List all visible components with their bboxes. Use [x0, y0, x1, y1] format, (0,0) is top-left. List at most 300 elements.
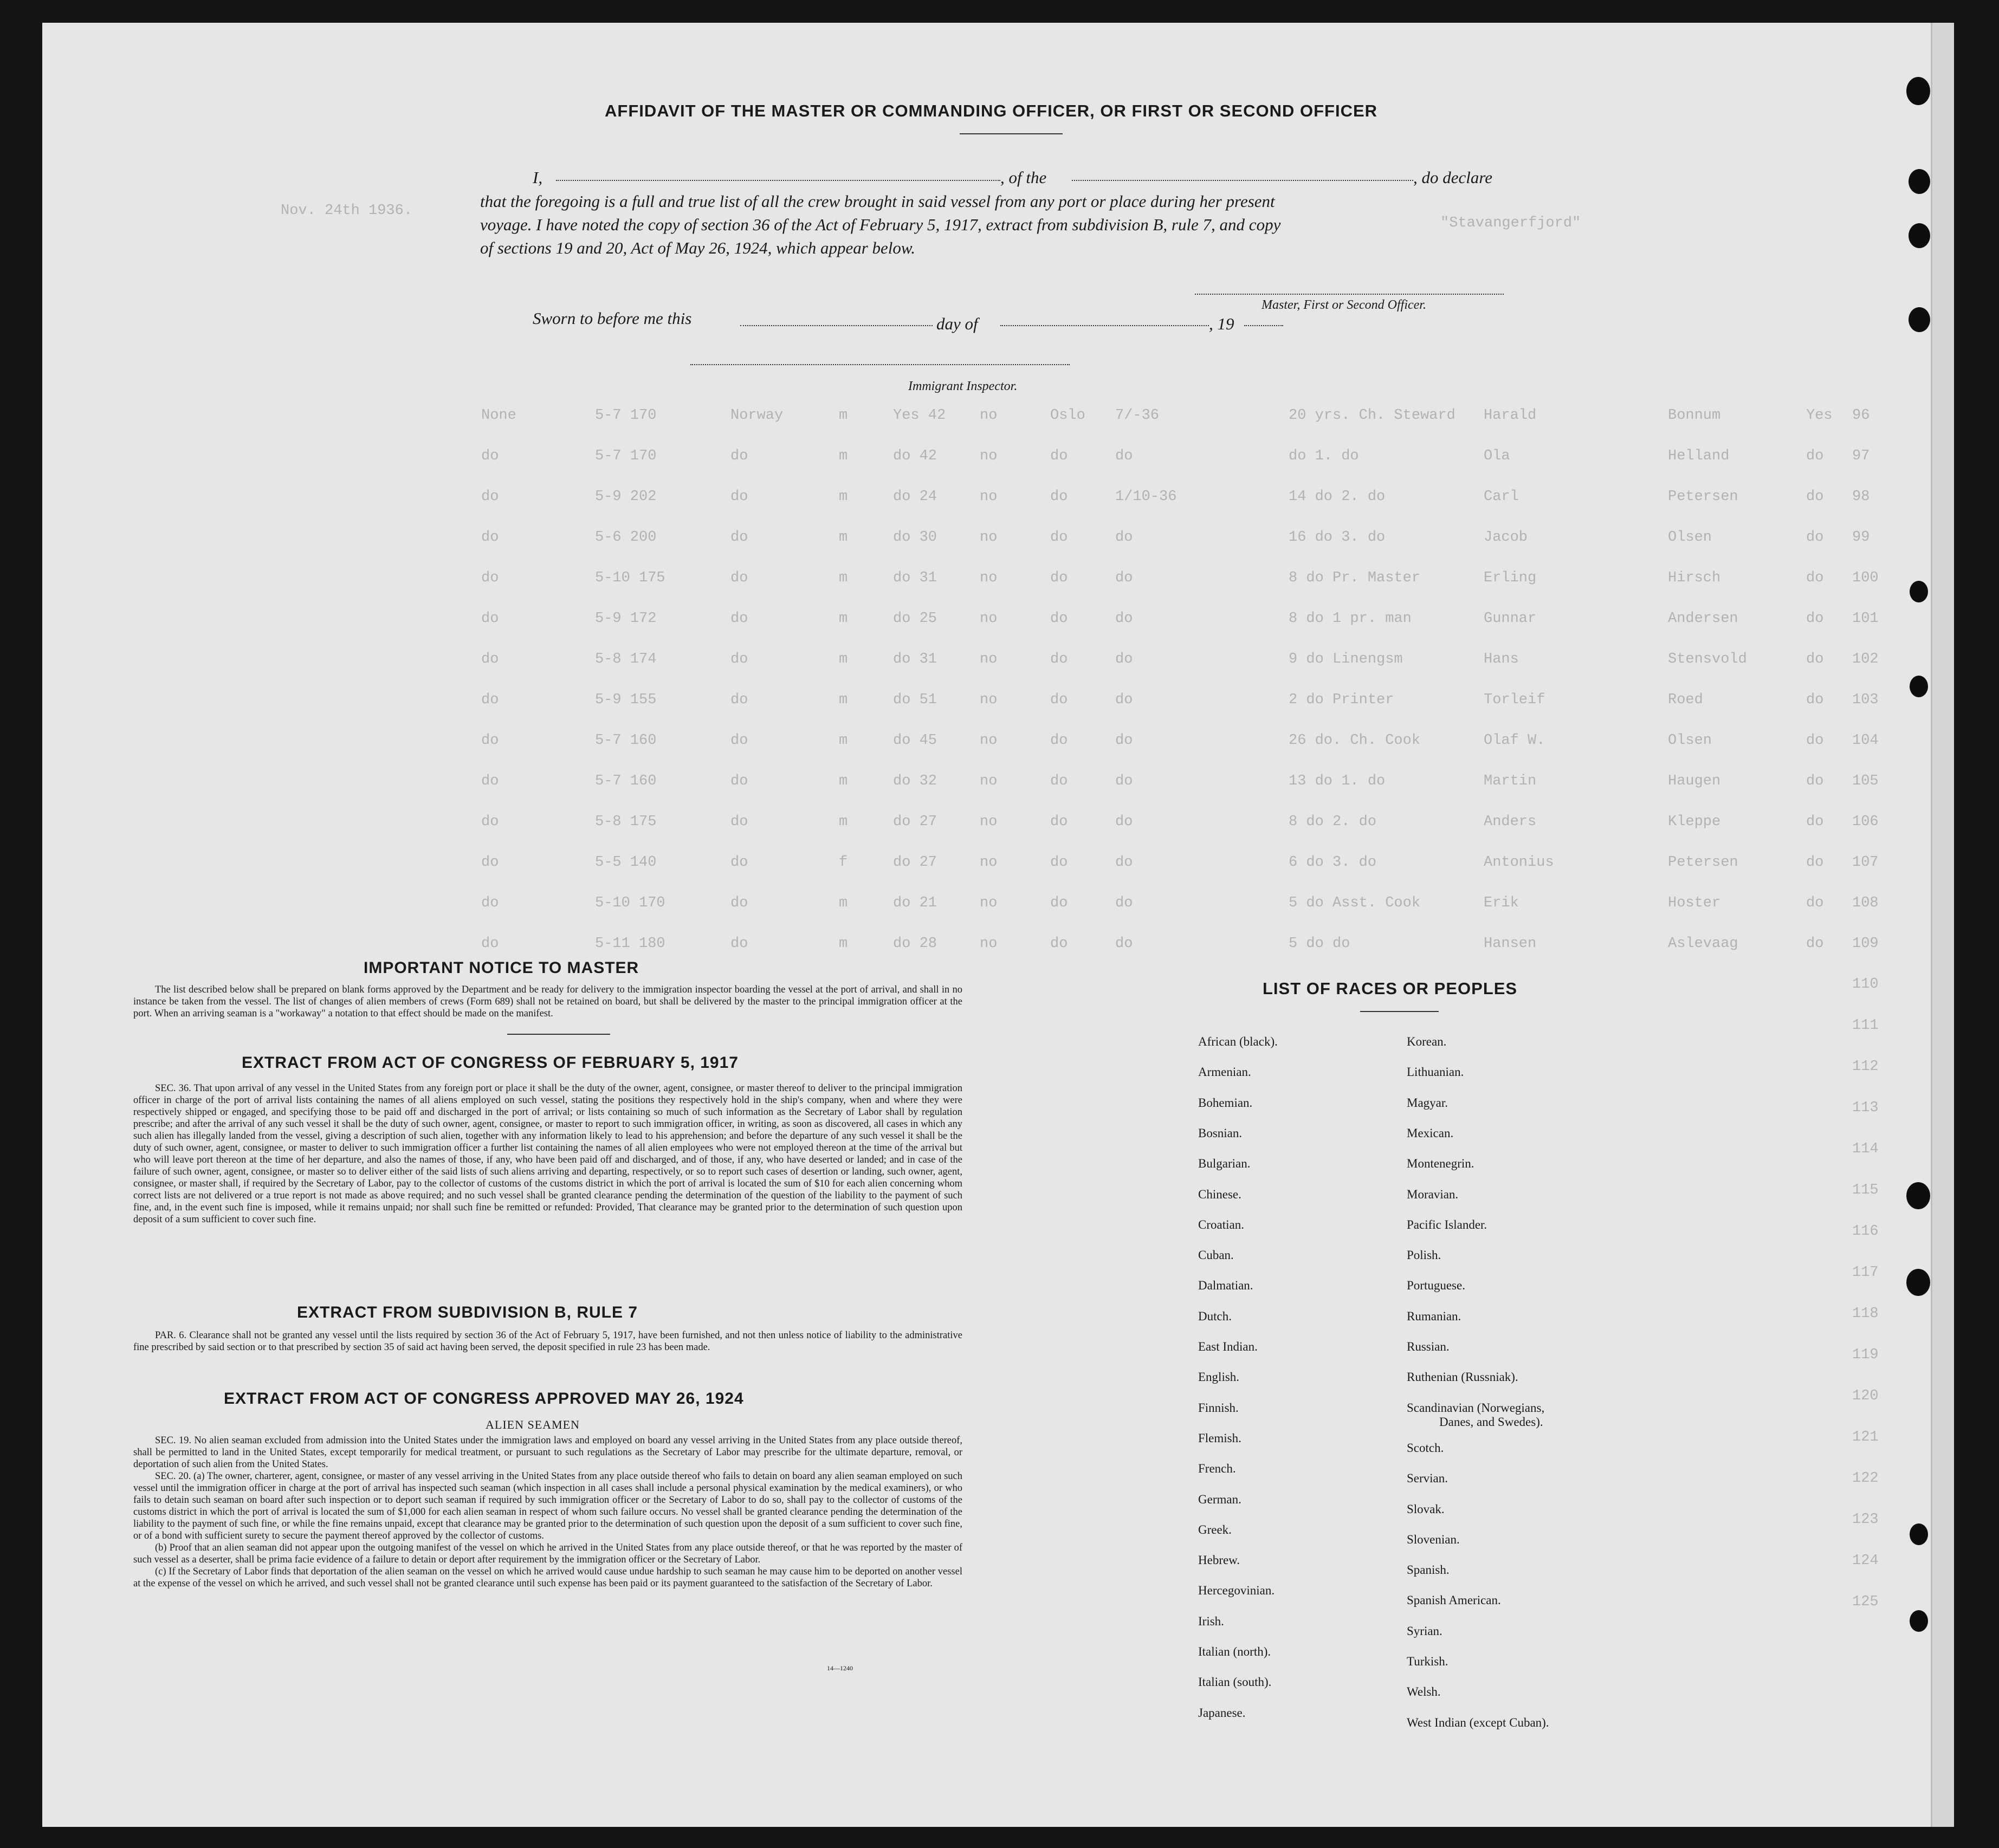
- bleed-through-cell: None: [481, 407, 516, 424]
- bleed-through-cell: do: [1806, 611, 1824, 627]
- punch-hole: [1906, 1182, 1930, 1209]
- bleed-through-row: [42, 489, 1954, 510]
- affidavit-line3: voyage. I have noted the copy of section 36 of the Act of February 5, 1917, extract from subdivision B, rule 7, and copy: [480, 215, 1281, 234]
- bleed-through-cell: do: [1806, 936, 1824, 952]
- bleed-through-cell: no: [980, 814, 998, 830]
- bleed-through-cell: Olaf W.: [1484, 732, 1545, 749]
- bleed-through-row: [42, 936, 1954, 957]
- bleed-through-cell: Gunnar: [1484, 611, 1537, 627]
- extract-1924-title: EXTRACT FROM ACT OF CONGRESS APPROVED MAY 26, 1924: [224, 1390, 744, 1408]
- affidavit-line2: that the foregoing is a full and true list of all the crew brought in said vessel from any port or place during her present: [480, 192, 1275, 211]
- bleed-through-cell: do 27: [893, 854, 937, 871]
- bleed-through-cell: do: [1050, 489, 1068, 505]
- bleed-through-cell: do: [1806, 448, 1824, 464]
- bleed-through-cell: 108: [1852, 895, 1879, 911]
- bleed-through-cell: 105: [1852, 773, 1879, 789]
- affidavit-declare: , do declare: [1413, 168, 1493, 187]
- bleed-through-cell: Kleppe: [1668, 814, 1721, 830]
- bleed-through-cell: do: [1115, 611, 1133, 627]
- bleed-through-cell: do: [730, 773, 748, 789]
- bleed-through-cell: 5-11 180: [595, 936, 665, 952]
- race-entry: Hercegovinian.: [1198, 1584, 1275, 1598]
- race-entry: Bulgarian.: [1198, 1157, 1251, 1171]
- bleed-through-cell: 98: [1852, 489, 1870, 505]
- bleed-through-row: [42, 570, 1954, 592]
- bleed-through-cell: no: [980, 570, 998, 586]
- race-entry: Scandinavian (Norwegians,: [1407, 1400, 1545, 1415]
- race-entry: Pacific Islander.: [1407, 1217, 1487, 1231]
- bleed-through-cell: do: [1115, 854, 1133, 871]
- bleed-through-cell: 16 do 3. do: [1289, 529, 1386, 546]
- bleed-through-cell: no: [980, 489, 998, 505]
- sworn-month-field[interactable]: [1000, 325, 1209, 326]
- race-entry: Montenegrin.: [1407, 1157, 1474, 1171]
- bleed-through-cell: m: [839, 936, 848, 952]
- bleed-through-row: [42, 407, 1954, 429]
- bleed-through-cell: do: [730, 895, 748, 911]
- bleed-through-row: [42, 692, 1954, 714]
- bleed-through-cell: 5-7 170: [595, 448, 657, 464]
- notice-paragraph: The list described below shall be prepared on blank forms approved by the Department and be ready for delivery to the immigration inspector boarding the vessel at the port of arrival, and shall in no instance be taken from the vessel. The list of changes of alien members of crews (Form 689) shall not be retained on board, but shall be delivered by the master to the principal immigration officer at the port. When an arriving seaman is a "workaway" a notation to that effect should be made on the manifest.: [133, 984, 962, 1019]
- bleed-through-cell: do: [481, 448, 499, 464]
- paragraph-6: PAR. 6. Clearance shall not be granted any vessel until the lists required by section 36 of the Act of February 5, 1917, have been furnished, and not then unless notice of liability to the administrative fine prescribed by said section or to that prescribed by section 35 of said act having been served, the deposit specified in rule 23 has been made.: [133, 1330, 962, 1353]
- section-20b-paragraph: (b) Proof that an alien seaman did not appear upon the outgoing manifest of the vessel on which he arrived in the United States from any place outside thereof, or that he was reported by the master of such vessel as a deserter, shall be prima facie evidence of a failure to detain or deport after requirement by the immigration officer or the Secretary of Labor.: [133, 1542, 962, 1565]
- bleed-through-cell: Martin: [1484, 773, 1537, 789]
- bleed-through-row-number: 115: [1852, 1182, 1879, 1198]
- bleed-through-cell: m: [839, 814, 848, 830]
- bleed-through-cell: do: [1115, 773, 1133, 789]
- race-entry: French.: [1198, 1462, 1236, 1476]
- bleed-through-cell: Harald: [1484, 407, 1537, 424]
- bleed-through-cell: do 31: [893, 570, 937, 586]
- bleed-through-cell: 8 do 1 pr. man: [1289, 611, 1412, 627]
- bleed-through-cell: 5-8 174: [595, 651, 657, 667]
- bleed-through-cell: no: [980, 448, 998, 464]
- races-divider: [1360, 1011, 1439, 1012]
- bleed-through-cell: 5-10 175: [595, 570, 665, 586]
- bleed-through-cell: 99: [1852, 529, 1870, 546]
- bleed-through-cell: 8 do 2. do: [1289, 814, 1377, 830]
- bleed-through-cell: Oslo: [1050, 407, 1085, 424]
- bleed-through-cell: do: [481, 773, 499, 789]
- bleed-through-cell: do 24: [893, 489, 937, 505]
- bleed-through-cell: do: [481, 814, 499, 830]
- bleed-through-cell: 103: [1852, 692, 1879, 708]
- bleed-through-cell: Bonnum: [1668, 407, 1721, 424]
- bleed-through-cell: do: [1115, 895, 1133, 911]
- bleed-through-cell: Roed: [1668, 692, 1703, 708]
- bleed-through-cell: Petersen: [1668, 854, 1738, 871]
- affidavit-line4: of sections 19 and 20, Act of May 26, 1924, which appear below.: [480, 238, 916, 257]
- bleed-through-cell: do: [1806, 814, 1824, 830]
- race-entry: Rumanian.: [1407, 1309, 1461, 1323]
- bleed-through-cell: do: [1806, 692, 1824, 708]
- race-entry: Portuguese.: [1407, 1279, 1465, 1293]
- bleed-through-cell: do: [1050, 854, 1068, 871]
- bleed-through-cell: 20 yrs. Ch. Steward: [1289, 407, 1455, 424]
- bleed-through-cell: Haugen: [1668, 773, 1721, 789]
- day-of-label: day of: [936, 314, 978, 333]
- bleed-through-cell: Antonius: [1484, 854, 1554, 871]
- bleed-through-cell: do: [1050, 895, 1068, 911]
- bleed-through-cell: do: [1050, 732, 1068, 749]
- master-label: Master, First or Second Officer.: [1261, 298, 1426, 312]
- bleed-through-row-number: 120: [1852, 1388, 1879, 1404]
- inspector-signature-field[interactable]: [690, 364, 1070, 365]
- bleed-through-cell: Olsen: [1668, 529, 1712, 546]
- bleed-through-cell: do: [1050, 773, 1068, 789]
- title-underline: [960, 133, 1063, 134]
- bleed-through-cell: m: [839, 895, 848, 911]
- bleed-through-cell: do: [481, 570, 499, 586]
- bleed-through-cell: 26 do. Ch. Cook: [1289, 732, 1421, 749]
- bleed-through-row: [42, 773, 1954, 795]
- race-entry: German.: [1198, 1492, 1241, 1506]
- bleed-through-cell: f: [839, 854, 848, 871]
- bleed-through-cell: do: [730, 854, 748, 871]
- bleed-through-cell: do: [481, 529, 499, 546]
- section-19-paragraph: SEC. 19. No alien seaman excluded from admission into the United States under the immigration laws and employed on board any vessel arriving in the United States from any place outside thereof, shall be permitted to land in the United States, except temporarily for medical treatment, or pursuant to such regulations as the Secretary of Labor may prescribe for the ultimate departure, removal, or deportation of such alien from the United States.: [133, 1435, 962, 1470]
- bleed-through-row-number: 113: [1852, 1100, 1879, 1116]
- bleed-through-cell: Anders: [1484, 814, 1537, 830]
- bleed-through-row-number: 117: [1852, 1265, 1879, 1281]
- race-entry: African (black).: [1198, 1035, 1278, 1048]
- section-20a-paragraph: SEC. 20. (a) The owner, charterer, agent, consignee, or master of any vessel arriving in the United States from any place outside thereof who fails to detain on board any alien seaman employed on such vessel until the immigration officer in charge at the port of arrival has inspected such seaman (which inspection in all cases shall include a personal physical examination by the medical examiners), or who fails to detain such seaman on board after such inspection or to deport such seaman if required by such immigration officer or the Secretary of Labor to do so, shall pay to the collector of customs of the customs district in which the port of arrival is located the sum of $1,000 for each alien seaman in respect of whom such failure occurs. No vessel shall be granted clearance pending the determination of the liability to the payment of such fine, or while the fine remains unpaid, except that clearance may be granted prior to the determination of such question upon the deposit of a sum sufficient to cover such fine, or of a bond with sufficient surety to secure the payment thereof approved by the collector of customs.: [133, 1471, 962, 1541]
- bleed-through-cell: do: [730, 489, 748, 505]
- bleed-through-cell: Erling: [1484, 570, 1537, 586]
- bleed-through-cell: 6 do 3. do: [1289, 854, 1377, 871]
- notice-divider: [507, 1034, 610, 1035]
- bleed-through-cell: Stensvold: [1668, 651, 1747, 667]
- race-entry: Greek.: [1198, 1522, 1232, 1536]
- bleed-through-cell: m: [839, 529, 848, 546]
- bleed-through-cell: do: [1806, 895, 1824, 911]
- race-entry: Japanese.: [1198, 1706, 1246, 1720]
- race-entry: Polish.: [1407, 1248, 1441, 1262]
- bleed-through-row-number: 123: [1852, 1512, 1879, 1528]
- bleed-through-cell: Hansen: [1484, 936, 1537, 952]
- bleed-through-cell: do: [1115, 570, 1133, 586]
- bleed-through-row-number: 125: [1852, 1594, 1879, 1610]
- bleed-through-row: [42, 895, 1954, 917]
- bleed-through-cell: do: [1050, 529, 1068, 546]
- bleed-through-cell: no: [980, 732, 998, 749]
- race-entry: Italian (south).: [1198, 1675, 1272, 1689]
- bleed-through-row-number: 121: [1852, 1429, 1879, 1445]
- bleed-through-row: [42, 529, 1954, 551]
- race-entry: Moravian.: [1407, 1187, 1459, 1201]
- bleed-through-cell: do: [730, 692, 748, 708]
- bleed-through-cell: 5-7 160: [595, 773, 657, 789]
- bleed-through-cell: do: [730, 611, 748, 627]
- race-entry: Spanish American.: [1407, 1593, 1501, 1607]
- bleed-through-cell: 100: [1852, 570, 1879, 586]
- alien-seamen-subtitle: ALIEN SEAMEN: [486, 1418, 580, 1431]
- race-entry: Magyar.: [1407, 1095, 1448, 1110]
- bleed-through-cell: do: [1050, 611, 1068, 627]
- affidavit-of-the: , of the: [1000, 168, 1047, 187]
- bleed-through-cell: do: [730, 529, 748, 546]
- bleed-through-cell: do: [1050, 570, 1068, 586]
- bleed-through-row-number: 111: [1852, 1017, 1879, 1034]
- punch-hole: [1909, 223, 1930, 248]
- inspector-label: Immigrant Inspector.: [908, 379, 1018, 393]
- race-entry: Spanish.: [1407, 1563, 1450, 1577]
- race-entry: Servian.: [1407, 1471, 1448, 1486]
- bleed-through-cell: do: [730, 651, 748, 667]
- bleed-through-cell: do 21: [893, 895, 937, 911]
- bleed-through-cell: 5-7 170: [595, 407, 657, 424]
- race-entry: Welsh.: [1407, 1685, 1441, 1699]
- bleed-through-cell: 5-8 175: [595, 814, 657, 830]
- bleed-through-row-number: 122: [1852, 1470, 1879, 1487]
- bleed-through-cell: do: [730, 732, 748, 749]
- bleed-through-row-number: 112: [1852, 1059, 1879, 1075]
- bleed-through-cell: no: [980, 936, 998, 952]
- bleed-through-cell: no: [980, 692, 998, 708]
- document-page: [42, 23, 1954, 1827]
- punch-hole: [1906, 77, 1930, 105]
- bleed-through-cell: no: [980, 529, 998, 546]
- bleed-through-cell: 5-9 155: [595, 692, 657, 708]
- race-entry: Scotch.: [1407, 1441, 1444, 1455]
- bleed-through-cell: do: [1806, 529, 1824, 546]
- bleed-through-cell: do 42: [893, 448, 937, 464]
- bleed-through-cell: m: [839, 570, 848, 586]
- bleed-through-cell: do: [1115, 448, 1133, 464]
- bleed-through-cell: do: [730, 448, 748, 464]
- bleed-through-cell: do: [1806, 854, 1824, 871]
- bleed-through-cell: m: [839, 651, 848, 667]
- race-entry: Dalmatian.: [1198, 1279, 1253, 1293]
- bleed-through-cell: 104: [1852, 732, 1879, 749]
- bleed-through-cell: do 31: [893, 651, 937, 667]
- bleed-through-cell: 2 do Printer: [1289, 692, 1394, 708]
- bleed-through-cell: m: [839, 692, 848, 708]
- race-entry: Slovenian.: [1407, 1532, 1460, 1546]
- punch-hole: [1910, 1610, 1928, 1632]
- bleed-through-cell: 5-5 140: [595, 854, 657, 871]
- bleed-through-cell: 102: [1852, 651, 1879, 667]
- sworn-year-field[interactable]: [1244, 325, 1283, 326]
- bleed-through-cell: 5-9 172: [595, 611, 657, 627]
- race-entry: Armenian.: [1198, 1065, 1251, 1079]
- bleed-through-cell: 8 do Pr. Master: [1289, 570, 1421, 586]
- bleed-through-cell: do 30: [893, 529, 937, 546]
- sworn-day-field[interactable]: [740, 325, 933, 326]
- bleed-through-row-number: 118: [1852, 1306, 1879, 1322]
- race-entry: Danes, and Swedes).: [1439, 1415, 1543, 1429]
- bleed-through-cell: 1/10-36: [1115, 489, 1177, 505]
- bleed-through-row-number: 114: [1852, 1141, 1879, 1157]
- bleed-through-cell: Andersen: [1668, 611, 1738, 627]
- bleed-through-row-number: 110: [1852, 976, 1879, 993]
- bleed-through-cell: do: [1115, 651, 1133, 667]
- race-entry: Mexican.: [1407, 1126, 1454, 1140]
- bleed-through-cell: 106: [1852, 814, 1879, 830]
- race-entry: West Indian (except Cuban).: [1407, 1715, 1549, 1729]
- bleed-through-cell: do: [481, 732, 499, 749]
- race-entry: Bosnian.: [1198, 1126, 1243, 1140]
- vessel-field[interactable]: [1072, 180, 1413, 181]
- bleed-through-cell: do 27: [893, 814, 937, 830]
- bleed-through-cell: Norway: [730, 407, 784, 424]
- bleed-through-cell: 9 do Linengsm: [1289, 651, 1403, 667]
- bleed-through-cell: 14 do 2. do: [1289, 489, 1386, 505]
- bleed-through-row-number: 119: [1852, 1347, 1879, 1363]
- bleed-through-cell: Hirsch: [1668, 570, 1721, 586]
- bleed-through-cell: 107: [1852, 854, 1879, 871]
- bleed-through-cell: do: [481, 611, 499, 627]
- sworn-label: Sworn to before me this: [533, 309, 692, 328]
- race-entry: Bohemian.: [1198, 1095, 1253, 1110]
- bleed-through-cell: Carl: [1484, 489, 1519, 505]
- master-signature-field[interactable]: [1195, 294, 1504, 295]
- affidavit-i: I,: [533, 168, 543, 187]
- bleed-through-cell: Aslevaag: [1668, 936, 1738, 952]
- punch-hole: [1910, 1523, 1928, 1545]
- race-entry: Chinese.: [1198, 1187, 1241, 1201]
- bleed-through-cell: do: [1050, 448, 1068, 464]
- bleed-through-cell: do: [481, 692, 499, 708]
- bleed-through-cell: Olsen: [1668, 732, 1712, 749]
- race-entry: Hebrew.: [1198, 1553, 1240, 1567]
- punch-hole: [1909, 169, 1930, 194]
- bleed-through-cell: do 51: [893, 692, 937, 708]
- bleed-through-cell: do: [481, 895, 499, 911]
- bleed-through-vessel: "Stavangerfjord": [1440, 215, 1581, 231]
- race-entry: Finnish.: [1198, 1400, 1239, 1415]
- bleed-through-cell: do: [730, 814, 748, 830]
- bleed-through-cell: m: [839, 407, 848, 424]
- race-entry: Russian.: [1407, 1340, 1450, 1353]
- bleed-through-cell: do: [1806, 489, 1824, 505]
- bleed-through-cell: Yes 42: [893, 407, 946, 424]
- bleed-through-row-number: 116: [1852, 1223, 1879, 1240]
- bleed-through-cell: do: [1050, 936, 1068, 952]
- bleed-through-cell: no: [980, 854, 998, 871]
- race-entry: Ruthenian (Russniak).: [1407, 1370, 1518, 1384]
- form-number: 14—1240: [827, 1664, 853, 1672]
- bleed-through-cell: Petersen: [1668, 489, 1738, 505]
- race-entry: Flemish.: [1198, 1431, 1241, 1445]
- bleed-through-cell: m: [839, 448, 848, 464]
- bleed-through-cell: do: [1115, 529, 1133, 546]
- extract-1917-text: [133, 1082, 962, 1225]
- bleed-through-cell: do: [730, 936, 748, 952]
- section-20c-paragraph: (c) If the Secretary of Labor finds that deportation of the alien seaman on the vessel on which he arrived would cause undue hardship to such seaman he may cause him to be deported on another vessel at the expense of the vessel on which he arrived, and such vessel shall not be granted clearance until such expense has been paid or its payment guaranteed to the satisfaction of the Secretary of Labor.: [133, 1566, 962, 1589]
- bleed-through-date: Nov. 24th 1936.: [281, 203, 413, 219]
- bleed-through-cell: do: [481, 489, 499, 505]
- bleed-through-cell: 5-10 170: [595, 895, 665, 911]
- bleed-through-cell: do: [481, 651, 499, 667]
- bleed-through-row: [42, 651, 1954, 673]
- race-entry: Cuban.: [1198, 1248, 1234, 1262]
- bleed-through-cell: do 28: [893, 936, 937, 952]
- bleed-through-cell: do: [1806, 732, 1824, 749]
- bleed-through-cell: do: [1806, 651, 1824, 667]
- bleed-through-cell: do 45: [893, 732, 937, 749]
- bleed-through-cell: do: [1806, 773, 1824, 789]
- bleed-through-cell: 5 do do: [1289, 936, 1350, 952]
- bleed-through-cell: 97: [1852, 448, 1870, 464]
- bleed-through-cell: 13 do 1. do: [1289, 773, 1386, 789]
- race-entry: Dutch.: [1198, 1309, 1232, 1323]
- race-entry: Lithuanian.: [1407, 1065, 1464, 1079]
- extract-1917-title: EXTRACT FROM ACT OF CONGRESS OF FEBRUARY 5, 1917: [242, 1054, 739, 1072]
- section-36-paragraph: SEC. 36. That upon arrival of any vessel in the United States from any foreign port or place it shall be the duty of the owner, agent, consignee, or master thereof to deliver to the principal immigration officer in charge of the port of arrival lists containing the names of all aliens employed on such vessel, stating the positions they respectively hold in the ship's company, when and where they were respectively shipped or engaged, and specifying those to be paid off and discharged in the port of arrival; or lists containing so much of such information as the Secretary of Labor shall by regulation prescribe; and after the arrival of any such vessel it shall be the duty of such owner, agent, consignee, or master to report to such immigration officer, in writing, as soon as discovered, all cases in which any such alien has illegally landed from the vessel, giving a description of such alien, together with any information likely to lead to his apprehension; and before the departure of any such vessel it shall be the duty of such owner, agent, consignee, or master to deliver to such immigration officer a further list containing the names of all alien employees who were not employed thereon at the time of the arrival but who will leave port thereon at the time of her departure, and also the names of those, if any, who have been paid off and discharged, and of those, if any, who have deserted or landed; and in case of the failure of such owner, agent, consignee, or master so to deliver either of the said lists of such aliens arriving and departing, respectively, or so to report such cases of desertion or landing, such owner, agent, consignee, or master shall, if required by the Secretary of Labor, pay to the collector of customs of the customs district in which the port of arrival is located the sum of $10 for each alien concerning whom correct lists are not delivered or a true report is not made as above required; and no such vessel shall be granted clearance pending the determination of the question of the liability to the payment of such fine, and, in the event such fine is imposed, while it remains unpaid; nor shall such fine be remitted or refunded: Provided, That clearance may be granted prior to the determination of such question upon deposit of a sum sufficient to cover such fine.: [133, 1083, 962, 1225]
- year-label: , 19: [1209, 314, 1234, 333]
- bleed-through-cell: m: [839, 489, 848, 505]
- bleed-through-cell: do: [1115, 692, 1133, 708]
- bleed-through-cell: do 32: [893, 773, 937, 789]
- bleed-through-cell: Helland: [1668, 448, 1730, 464]
- bleed-through-cell: do: [481, 854, 499, 871]
- page-fold-edge: [1931, 23, 1954, 1827]
- bleed-through-cell: m: [839, 732, 848, 749]
- bleed-through-cell: Jacob: [1484, 529, 1528, 546]
- extract-1924-text: [133, 1435, 962, 1590]
- subdivision-b-title: EXTRACT FROM SUBDIVISION B, RULE 7: [297, 1304, 638, 1321]
- bleed-through-cell: Torleif: [1484, 692, 1545, 708]
- bleed-through-cell: 101: [1852, 611, 1879, 627]
- bleed-through-cell: do: [1115, 814, 1133, 830]
- bleed-through-cell: 96: [1852, 407, 1870, 424]
- race-entry: Korean.: [1407, 1035, 1447, 1048]
- race-entry: East Indian.: [1198, 1340, 1258, 1353]
- affidavit-title: AFFIDAVIT OF THE MASTER OR COMMANDING OFFICER, OR FIRST OR SECOND OFFICER: [605, 101, 1378, 120]
- race-entry: Croatian.: [1198, 1217, 1244, 1231]
- bleed-through-cell: do: [1050, 651, 1068, 667]
- bleed-through-cell: Hans: [1484, 651, 1519, 667]
- bleed-through-cell: do 1. do: [1289, 448, 1359, 464]
- bleed-through-row: [42, 732, 1954, 754]
- race-entry: English.: [1198, 1370, 1240, 1384]
- bleed-through-cell: 5-9 202: [595, 489, 657, 505]
- punch-hole: [1906, 1269, 1930, 1296]
- bleed-through-cell: do: [1806, 570, 1824, 586]
- bleed-through-cell: do: [1050, 692, 1068, 708]
- race-entry: Slovak.: [1407, 1502, 1445, 1516]
- bleed-through-cell: m: [839, 611, 848, 627]
- bleed-through-cell: no: [980, 773, 998, 789]
- bleed-through-cell: do: [730, 570, 748, 586]
- bleed-through-row: [42, 814, 1954, 835]
- punch-hole: [1909, 307, 1930, 332]
- bleed-through-cell: 5 do Asst. Cook: [1289, 895, 1421, 911]
- name-field[interactable]: [556, 180, 1000, 181]
- race-entry: Turkish.: [1407, 1655, 1448, 1668]
- bleed-through-cell: do: [1050, 814, 1068, 830]
- bleed-through-cell: Erik: [1484, 895, 1519, 911]
- bleed-through-cell: Ola: [1484, 448, 1510, 464]
- bleed-through-cell: do 25: [893, 611, 937, 627]
- bleed-through-cell: m: [839, 773, 848, 789]
- bleed-through-cell: Hoster: [1668, 895, 1721, 911]
- bleed-through-cell: no: [980, 651, 998, 667]
- bleed-through-row: [42, 611, 1954, 632]
- notice-text: [133, 984, 962, 1020]
- bleed-through-cell: 7/-36: [1115, 407, 1160, 424]
- bleed-through-cell: do: [1115, 936, 1133, 952]
- bleed-through-row: [42, 854, 1954, 876]
- bleed-through-cell: 5-7 160: [595, 732, 657, 749]
- bleed-through-cell: no: [980, 895, 998, 911]
- race-entry: Irish.: [1198, 1614, 1224, 1628]
- bleed-through-cell: 5-6 200: [595, 529, 657, 546]
- notice-title: IMPORTANT NOTICE TO MASTER: [364, 959, 639, 977]
- race-entry: Italian (north).: [1198, 1645, 1271, 1658]
